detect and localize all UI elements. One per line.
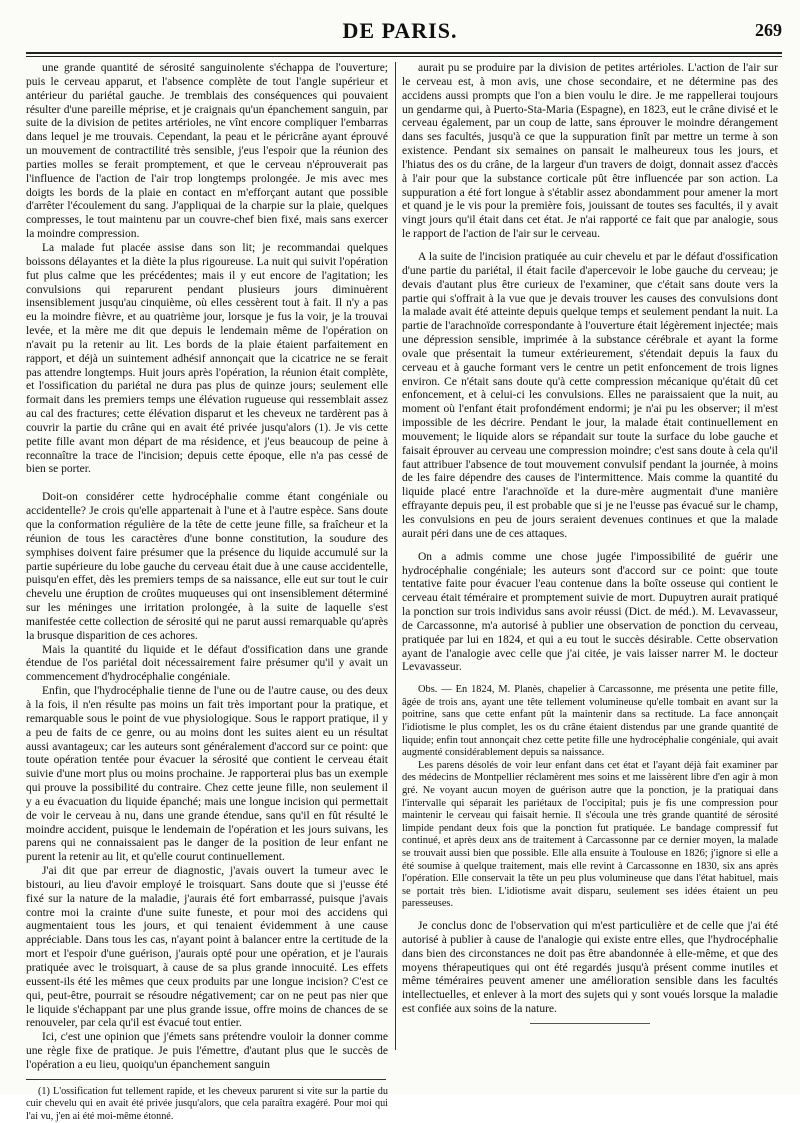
footnote-rule <box>26 1079 386 1080</box>
paragraph: A la suite de l'incision pratiquée au cuir chevelu et par le défaut d'ossification d'une partie du pariétal, il était facile d'apercevoir le lobe gauche du cerveau; je devais d'autant plus être curieux de l'examiner, que c'était sans doute vers la partie qui s'offrait à la vue que je devais trouver les causes des convulsions dont la malade avait été atteinte depuis quelque temps et seulement pendant la nuit. La partie de l'arachnoïde correspondante à l'ouverture était légèrement injectée; mais une dépression sensible, imprimée à la substance cérébrale et ayant la forme ovale que présentait la tumeur extérieurement, s'étendait depuis la faux du cerveau et à gauche formant vers le centre un petit enfoncement de trois lignes environ. Ce n'était sans doute qu'à cette compression mécanique qu'était dû cet enfoncement, et à celui-ci les convulsions. Elles ne paraissaient que la nuit, au moment où l'enfant était profondément endormi; je n'ai pu les observer; il m'est impossible de les décrire. Pendant le jour, la malade était continuellement en mouvement; le liquide alors se répandait sur toute la surface du lobe gauche et faisait éprouver au cerveau une compression moindre; c'est sans doute à cela qu'il faut attribuer l'absence de tout mouvement convulsif pendant la journée, à moins de les faire dépendre des causes de l'intermittence. Mais comme la quantité du liquide placé entre l'arachnoïde et la dure-mère augmentait d'une manière effrayante depuis peu, il est probable que si je ne l'eusse pas évacué sur le champ, les convulsions en peu de jours seraient devenues continues et que la malade aurait péri dans une de ces attaques. <box>402 250 778 540</box>
paragraph: Enfin, que l'hydrocéphalie tienne de l'une ou de l'autre cause, ou des deux à la fois, il n'en résulte pas moins un fait très important pour la pratique, et remarquable sous le point de vue physiologique. Sous le rapport pratique, il y a peu de faits de ce genre, ou au moins dont les suites aient eu un résultat aussi avantageux; car les auteurs sont généralement d'accord sur ce point: que toute opération tentée pour évacuer la sérosité que contient le cerveau était suivie d'une mort plus ou moins prochaine. Je rapporterai plus bas un exemple qui prouve la possibilité du contraire. Chez cette jeune fille, non seulement il y a eu évacuation du liquide épanché; mais une longue incision qui permettait de voir le cerveau à nu, dans une grande étendue, sans qu'il en fût résulté le moindre accident, puisque le lendemain de l'opération et les jours suivans, les parens qui ne connaissaient pas le danger de la position de leur enfant ne purent la retenir au lit, et qu'elle courut continuellement. <box>26 685 388 864</box>
column-divider <box>395 62 396 1050</box>
paragraph: Mais la quantité du liquide et le défaut d'ossification dans une grande étendue de l'os pariétal doit nécessairement faire présumer qu'il y avait un commencement d'hydrocéphalie congéniale. <box>26 643 388 684</box>
paragraph: Doit-on considérer cette hydrocéphalie comme étant congéniale ou accidentelle? Je crois qu'elle appartenait à l'une et à l'autre espèce. Sans doute que la conformation régulière de la tête de cette jeune fille, sa fraîcheur et la réunion de tous les caractères d'une bonne constitution, la soudure des symphises doivent faire présumer que la présence du liquide accumulé sur la partie supérieure du lobe gauche du cerveau était due à une cause accidentelle, puisqu'en effet, dès les premiers temps de sa naissance, elle eut sur tout le cuir chevelu une éruption de croûtes muqueuses qui ont insensiblement déterminé sur les méninges une irritation prolongée, à la suite de laquelle s'est manifestée cette collection de sérosité qui ne parut aussi remarquable qu'après la brusque disparition de ces achores. <box>26 491 388 642</box>
paragraph: La malade fut placée assise dans son lit; je recommandai quelques boissons délayantes et la diète la plus rigoureuse. La nuit qui suivit l'opération fut plus calme que les précédentes; mais il y eut encore de l'agitation; les convulsions qui reparurent pendant plusieurs jours diminuèrent insensiblement jusqu'au cinquième, où elles cessèrent tout à fait. Il n'y a pas eu la moindre fièvre, et au quatrième jour, lorsque je fus la voir, je la trouvai levée, et la mère me dit que depuis le lendemain même de l'opération on n'avait pu la retenir au lit. Les bords de la plaie étaient parfaitement en rapport, et déjà un suintement adhésif annonçait que la cicatrice ne se ferait pas attendre longtemps. Huit jours après l'opération, la réunion était complète, et l'ossification du pariétal ne dura pas plus de quinze jours; seulement elle formait dans les premiers temps une élévation rugueuse qui ressemblait assez au cal des fractures; cette élévation disparut et les cheveux ne tardèrent pas à couvrir la partie du crâne qui en avait été privée jusqu'alors (1). Je vis cette petite fille avant mon départ de ma résidence, et j'eus beaucoup de peine à reconnaître la trace de l'incision; depuis cette époque, elle n'a pas cessé de bien se porter. <box>26 241 388 476</box>
paragraph: Ici, c'est une opinion que j'émets sans prétendre vouloir la donner comme une règle fixe de pratique. Je puis l'émettre, d'autant plus que le succès de l'opération a eu lieu, quoiqu'un épanchement sanguin <box>26 1031 388 1071</box>
running-title: DE PARIS. <box>342 18 458 43</box>
paragraph: J'ai dit que par erreur de diagnostic, j'avais ouvert la tumeur avec le bistouri, au lieu d'avoir employé le troisquart. Sans doute que si j'eusse été fixé sur la nature de la maladie, j'aurais été fort embarrassé, puisque j'avais contre moi la crainte d'une suite funeste, et pour moi des accidens qui augmentaient tous les jours, et qui tenaient évidemment à une cause appréciable. Dans tous les cas, n'ayant point à balancer entre la certitude de la mort et l'espoir d'une guérison, j'aurais opté pour une opération, et je l'aurais pratiquée avec le troisquart, à cause de sa plus grande innocuité. Les effets eussent-ils été les mêmes que ceux produits par une longue incision? C'est ce qui, peut-être, pourrait se résoudre négativement; car on ne peut pas nier que le liquide s'échappant par une plus grande issue, offre moins de chances de se renouveler, par cela qu'il est évacué tout entier. <box>26 865 388 1030</box>
header-rule-thin <box>26 56 782 57</box>
end-rule <box>530 1023 650 1024</box>
right-column <box>402 62 778 1070</box>
paragraph: On a admis comme une chose jugée l'impossibilité de guérir une hydrocéphalie congéniale; les auteurs sont d'accord sur ce point: que toute tentative faite pour évacuer l'eau contenue dans la boîte osseuse qui contient le cerveau était téméraire et promptement suivie de mort. Dupuytren aurait pratiqué la ponction sur trois individus sans avoir réussi (Dict. de méd.). M. Levavasseur, de Carcassonne, m'a autorisé à publier une observation de ponction du cerveau, pratiquée par lui en 1824, et qui a eu tout le succès désirable. Cette observation ayant de l'analogie avec celle que j'ai citée, je vais laisser narrer M. le docteur Levavasseur. <box>402 550 778 674</box>
observation-paragraph: Obs. — En 1824, M. Planès, chapelier à Carcassonne, me présenta une petite fille, âgée de trois ans, ayant une tête tellement volumineuse qu'elle tombait en avant sur la poitrine, sans que cette enfant pût la maintenir dans sa rectitude. La face annonçait l'idiotisme le plus complet, les os du crâne étaient distendus par une grande quantité de liquide; enfin tout annonçait chez cette petite fille une hydrocéphalie congéniale, qui avait augmenté considérablement depuis sa naissance. <box>402 684 778 759</box>
paragraph: une grande quantité de sérosité sanguinolente s'échappa de l'ouverture; puis le cerveau apparut, et l'absence complète de tout l'angle supérieur et antérieur du pariétal gauche. Je tremblais des conséquences qui pouvaient résulter d'une pareille méprise, et je craignais qu'un épanchement sanguin, par suite de la division de petites artérioles, ne vînt encore compliquer l'embarras dans lequel je me trouvais. Cependant, la peau et le péricrâne ayant éprouvé un mouvement de contractilité très sensible, j'eus l'espoir que la réunion des parties molles se ferait promptement, et que le cerveau n'éprouverait pas l'influence de l'action de l'air trop longtemps prolongée. Je mis avec mes doigts les bords de la plaie en contact en m'efforçant autant que possible d'arrêter l'écoulement du sang. J'appliquai de la charpie sur la plaie, quelques compresses, le tout maintenu par un couvre-chef bien fixé, mais sans exercer la moindre compression. <box>26 62 388 241</box>
paragraph: aurait pu se produire par la division de petites artérioles. L'action de l'air sur le cerveau est, à mon avis, une chose secondaire, et ne détermine pas des accidens aussi prompts que l'on a bien voulu le dire. Je me rappellerai toujours un gendarme qui, à Puerto-Sta-Maria (Espagne), en 1823, eut le crâne divisé et le cerveau également, par un coup de latte, sans éprouver le moindre dérangement dans ses facultés, jusqu'à ce que la suppuration finît par mettre un terme à son existence. Pendant six semaines on pansait le malheureux tous les jours, et l'hiatus des os du crâne, de la largeur d'un travers de doigt, donnait assez d'accès à l'air pour que la substance corticale pût être influencée par son action. La suppuration a été fort longue à s'établir assez abondamment pour amener la mort et quand je le vis pour la première fois, jouissant de toutes ses facultés, il y avait vingt jours qu'il était dans cet état. Je n'ai rapporté ce fait que par analogie, sous le rapport de l'action de l'air sur le cerveau. <box>402 62 778 241</box>
observation-paragraph: Les parens désolés de voir leur enfant dans cet état et l'ayant déjà fait examiner par des médecins de Montpellier réclamèrent mes soins et me laissèrent libre d'en agir à mon gré. Ne voyant aucun moyen de guérison autre que la ponction, je la pratiquai dans l'intervalle qui séparait les pariétaux de l'occipital; puis je fis une compression pour maintenir le cerveau qui faisait hernie. Il s'écoula une très grande quantité de sérosité limpide pendant deux fois que la ponction fut pratiquée. Le bandage compressif fut continué, et après deux ans de traitement à Carcassonne par ce dernier moyen, la malade se trouvait aussi bien que possible. Elle alla ensuite à Toulouse en 1826; j'ignore si elle a été soumise à quelque traitement, mais elle revint à Carcassonne en 1830, six ans après l'opération. Elle conservait la tête un peu plus volumineuse que dans l'état habituel, mais se portait très bien. L'idiotisme avait disparu, seulement ses idées étaient un peu paresseuses. <box>402 759 778 910</box>
left-column <box>26 62 388 1122</box>
header-rule <box>26 52 782 54</box>
page-number: 269 <box>755 20 782 40</box>
paragraph: Je conclus donc de l'observation qui m'est particulière et de celle que j'ai été autorisé à publier à cause de l'analogie qui existe entre elles, que l'hydrocéphalie dans bien des circonstances ne doit pas être abandonnée à elle-même, et que des moyens thérapeutiques qui ont été regardés jusqu'à présent comme inutiles et même téméraires peuvent amener une amélioration sensible dans les facultés intellectuelles, et enlever à la mort des sujets qui y sont voués lorsque la maladie est confiée aux soins de la nature. <box>402 919 778 1016</box>
footnote: (1) L'ossification fut tellement rapide, et les cheveux parurent si vite sur la partie du cuir chevelu qui en avait été privée jusqu'alors, que cela paraîtra exagéré. Pour moi qui l'ai vu, j'en ai été moi-même étonné. <box>26 1085 388 1122</box>
